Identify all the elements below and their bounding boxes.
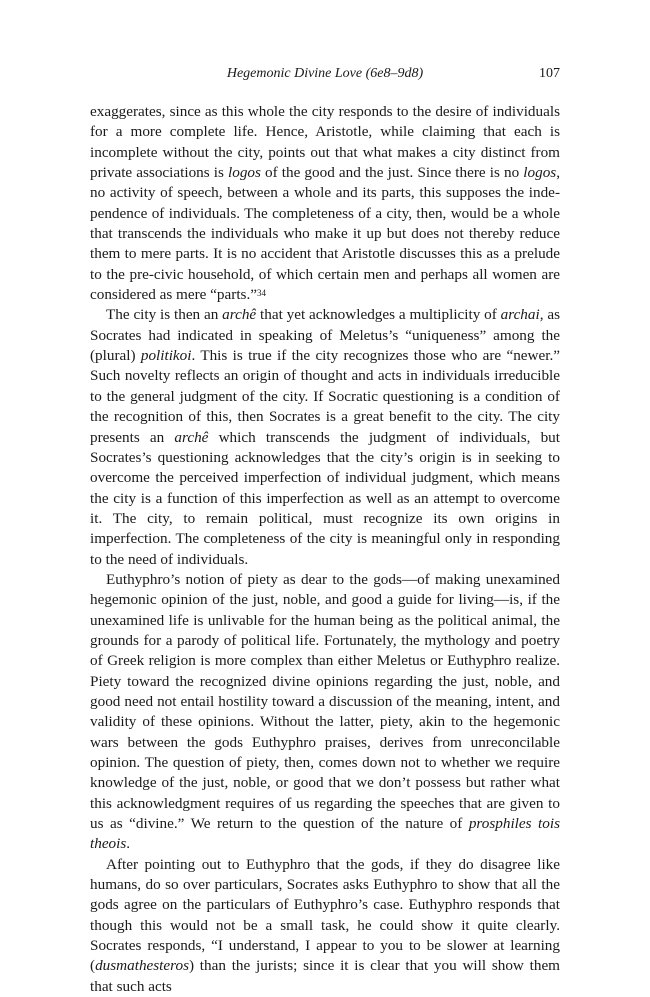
italic-term: politikoi <box>140 347 192 365</box>
text-run: After pointing out to Euthyphro that the gods, if they do disagree like humans, do so over particulars, Socrates asks Euthyphro to show that all the gods agree on the particulars of Euthyphro’s case. Euthyphro responds that though this would not be a small task, he could show it quite clearly. Socrates responds, “I understand, I appear to you to be slower at learning ( <box>90 855 560 975</box>
text-run: which transcends the judgment of individuals, but Socrates’s questioning acknowledges that the city’s origin is in seeking to overcome the perceived imperfection of individual judgment, which means the city is a function of this imperfection as well as an attempt to overcome it. The city, to remain political, must recognize its own origins in imperfection. The completeness of the city is meaningful only in responding to the need of individuals. <box>90 428 560 568</box>
paragraph <box>90 305 560 569</box>
italic-term: dusmathesteros <box>95 957 189 975</box>
body-text <box>90 102 560 997</box>
footnote-marker: 34 <box>256 288 266 299</box>
text-run: of the good and the just. Since there is no <box>260 164 524 182</box>
italic-term: logos <box>523 164 557 182</box>
text-run: The city is then an <box>106 306 223 324</box>
italic-term: archê <box>174 428 209 446</box>
text-run: . This is true if the city recognizes those who are “newer.” Such novelty reflects an origin of thought and acts in individuals irreducible to the general judgment of the city. If Socratic questioning is a condition of the recognition of this, then Socrates is a great benefit to the city. The city presents an <box>90 347 560 446</box>
running-head <box>90 66 560 86</box>
italic-term: logos <box>228 164 261 182</box>
italic-term: archai <box>500 306 540 324</box>
page-number: 107 <box>539 66 560 81</box>
text-run: exaggerates, since as this whole the city responds to the desire of individuals for a more complete life. Hence, Aristotle, while claiming that each is incomplete without the city, points out that what makes a city distinct from private associations is <box>90 103 560 182</box>
running-title: Hegemonic Divine Love (6e8–9d8) <box>226 66 424 81</box>
text-run: Euthyphro’s notion of piety as dear to the gods—of making unexamined hegemonic opinion of the just, noble, and good a guide for living—is, if the unexamined life is unlivable for the human being as the political animal, the grounds for a parody of political life. Fortunately, the mythology and poetry of Greek religion is more complex than either Meletus or Euthyphro realize. Piety toward the recognized divine opinions regarding the just, noble, and good need not entail hostility toward a discussion of the meaning, intent, and validity of these opinions. Without the latter, piety, akin to the hegemonic wars between the gods Euthyphro praises, derives from unreconcilable opinion. The question of piety, then, comes down not to whether we require knowledge of the just, noble, or good that we don’t possess but rather what this acknowledgment requires of us regarding the speeches that are given to us as “divine.” We return to the question of the nature of <box>90 570 560 833</box>
paragraph <box>90 570 560 855</box>
text-run: , no activity of speech, between a whole and its parts, this supposes the independence of individuals. The completeness of a city, then, would be a whole that transcends the individuals who make it up but does not thereby reduce them to mere parts. It is no accident that Aristotle discusses this as a prelude to the pre-civic household, of which certain men and perhaps all women are considered as mere “parts.” <box>90 164 560 304</box>
paragraph <box>90 102 560 305</box>
paragraph <box>90 855 560 997</box>
text-run: ) than the jurists; since it is clear that you will show them that such acts <box>90 957 560 995</box>
text-run: . <box>126 835 131 853</box>
text-run: that yet acknowledges a multiplicity of <box>256 306 501 324</box>
italic-term: archê <box>222 306 257 324</box>
italic-term: prosphiles tois theois <box>90 815 560 853</box>
text-run: , as Socrates had indicated in speaking of Meletus’s “uniqueness” among the (plural) <box>90 306 560 365</box>
